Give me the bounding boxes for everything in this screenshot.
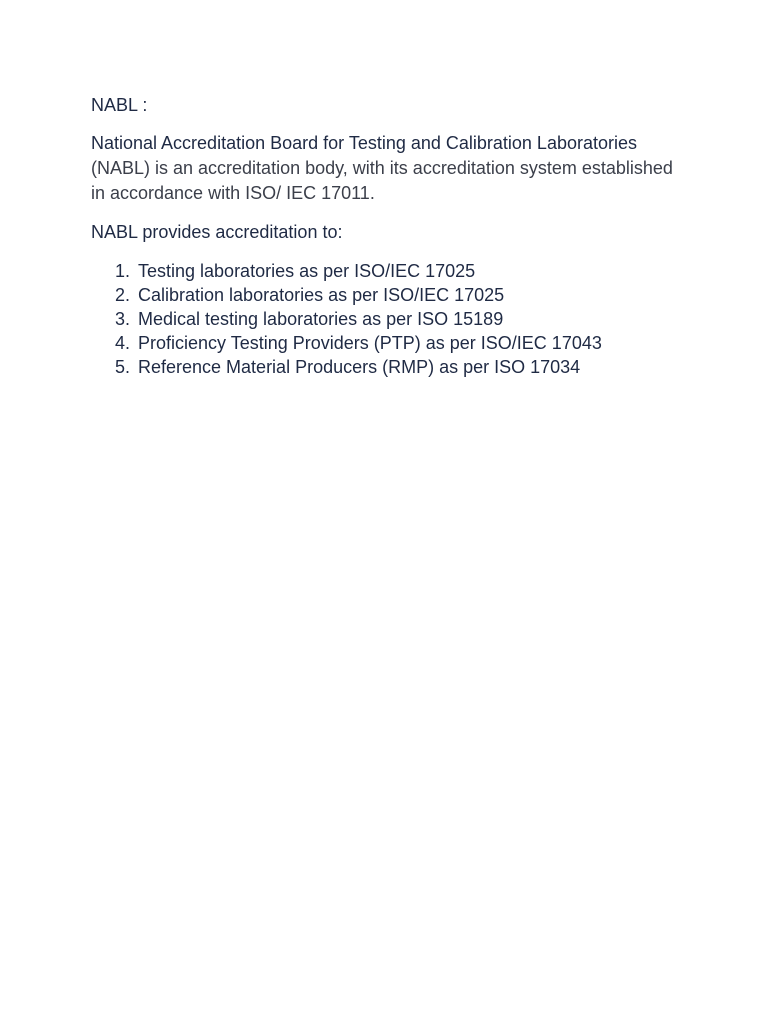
document-heading: NABL : — [91, 95, 148, 115]
list-item-text: Testing laboratories as per ISO/IEC 17025 — [138, 261, 476, 281]
list-item-text: Medical testing laboratories as per ISO 15189 — [138, 309, 504, 329]
list-item-number: 4. — [115, 333, 131, 353]
list-item-number: 2. — [115, 285, 131, 305]
intro-highlight: National Accreditation Board for Testing and Calibration Laboratories — [91, 133, 637, 153]
list-item-number: 5. — [115, 357, 131, 377]
list-item — [115, 307, 691, 331]
intro-paragraph — [91, 131, 691, 206]
document-page — [91, 93, 691, 379]
list-lead: NABL provides accreditation to: — [91, 222, 343, 242]
list-item-number: 1. — [115, 261, 131, 281]
list-item-text: Reference Material Producers (RMP) as per ISO 17034 — [138, 357, 581, 377]
intro-rest: (NABL) is an accreditation body, with its accreditation system established in accordance with ISO/ IEC 17011. — [91, 158, 673, 203]
list-item — [115, 355, 691, 379]
list-item — [115, 283, 691, 307]
accreditation-list — [91, 259, 691, 379]
list-item — [115, 331, 691, 355]
list-item-number: 3. — [115, 309, 131, 329]
list-item — [115, 259, 691, 283]
list-item-text: Calibration laboratories as per ISO/IEC 17025 — [138, 285, 505, 305]
list-item-text: Proficiency Testing Providers (PTP) as per ISO/IEC 17043 — [138, 333, 602, 353]
